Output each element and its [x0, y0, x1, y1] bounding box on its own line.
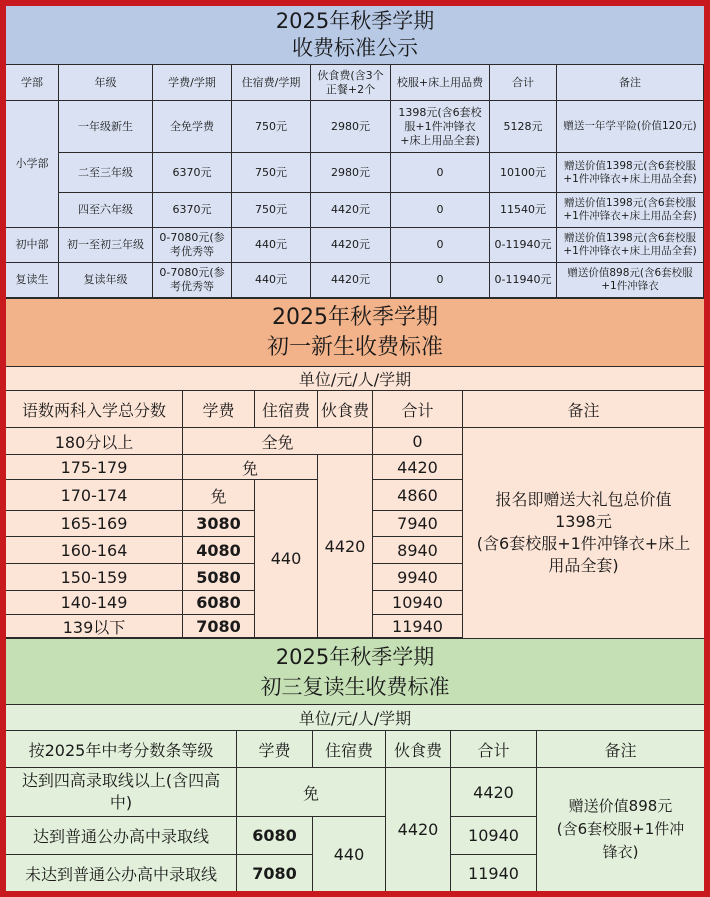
meals-merged-cell: 4420 [318, 455, 373, 638]
section1-title-line2: 收费标准公示 [292, 36, 418, 60]
fee-table-grade9-repeat [6, 638, 704, 891]
gift-note-line: 赠送价值898元 [568, 797, 673, 815]
note-cell: 赠送价值1398元(含6套校服+1件冲锋衣+床上用品全套) [557, 193, 704, 228]
score-cell: 175-179 [6, 455, 183, 480]
total-cell: 7940 [373, 511, 463, 537]
fee-table-grade7-new [6, 298, 704, 638]
header-note: 备注 [537, 731, 704, 768]
score-cell: 139以下 [6, 615, 183, 638]
score-cell: 180分以上 [6, 428, 183, 455]
tuition-cell: 6370元 [153, 153, 232, 193]
header-tuition: 学费/学期 [153, 65, 232, 101]
tuition-cell: 0-7080元(参考优秀等 [153, 228, 232, 263]
header-lodging: 住宿费 [313, 731, 386, 768]
grade-cell: 初一至初三年级 [59, 228, 153, 263]
gift-note-line: (含6套校服+1件冲 [556, 820, 685, 838]
tuition-cell: 3080 [183, 511, 255, 537]
header-level: 按2025年中考分数条等级 [6, 731, 237, 768]
header-meals: 伙食费 [318, 391, 373, 428]
total-cell: 0-11940元 [490, 263, 557, 298]
score-cell: 150-159 [6, 564, 183, 591]
uniform-cell: 0 [391, 193, 490, 228]
meals-cell: 4420元 [311, 228, 391, 263]
level-cell: 达到普通公办高中录取线 [6, 817, 237, 855]
gift-note [463, 428, 704, 638]
lodging-cell: 750元 [232, 101, 311, 153]
total-cell: 10940 [451, 817, 537, 855]
grade-cell: 二至三年级 [59, 153, 153, 193]
total-cell: 4860 [373, 480, 463, 511]
total-cell: 0 [373, 428, 463, 455]
header-meals: 伙食费(含3个正餐+2个 [311, 65, 391, 101]
tuition-cell: 6080 [183, 591, 255, 615]
dept-primary: 小学部 [6, 101, 59, 228]
section1-title-line1: 2025年秋季学期 [275, 9, 435, 33]
level-cell: 达到四高录取线以上(含四高中) [6, 768, 237, 817]
meals-cell: 4420元 [311, 193, 391, 228]
total-cell: 4420 [451, 768, 537, 817]
note-cell: 赠送价值898元(含6套校服+1件冲锋衣 [557, 263, 704, 298]
score-cell: 160-164 [6, 537, 183, 564]
section3-title-line1: 2025年秋季学期 [275, 644, 435, 669]
grade-cell: 四至六年级 [59, 193, 153, 228]
lodging-merged-cell: 440 [255, 480, 318, 638]
tuition-cell: 4080 [183, 537, 255, 564]
gift-note-line: (含6套校服+1件冲锋衣+床上 [476, 534, 691, 553]
total-cell: 0-11940元 [490, 228, 557, 263]
total-cell: 9940 [373, 564, 463, 591]
section3-title-line2: 初三复读生收费标准 [260, 674, 450, 699]
tuition-cell: 0-7080元(参考优秀等 [153, 263, 232, 298]
grade-cell: 复读年级 [59, 263, 153, 298]
header-lodging: 住宿费/学期 [232, 65, 311, 101]
tuition-cell: 免 [183, 480, 255, 511]
total-cell: 10940 [373, 591, 463, 615]
total-cell: 10100元 [490, 153, 557, 193]
header-note: 备注 [463, 391, 704, 428]
score-cell: 165-169 [6, 511, 183, 537]
gift-note-line: 用品全套) [548, 556, 619, 575]
lodging-merged-cell: 440 [313, 817, 386, 891]
tuition-cell: 6080 [237, 817, 313, 855]
lodging-cell: 750元 [232, 153, 311, 193]
level-cell: 未达到普通公办高中录取线 [6, 855, 237, 891]
total-cell: 8940 [373, 537, 463, 564]
header-uniform: 校服+床上用品费 [391, 65, 490, 101]
exempt-cell: 免 [183, 455, 318, 480]
header-total: 合计 [451, 731, 537, 768]
total-cell: 11540元 [490, 193, 557, 228]
note-cell: 赠送价值1398元(含6套校服+1件冲锋衣+床上用品全套) [557, 153, 704, 193]
tuition-cell: 全免学费 [153, 101, 232, 153]
section2-title-line1: 2025年秋季学期 [272, 304, 438, 330]
lodging-cell: 750元 [232, 193, 311, 228]
total-cell: 11940 [373, 615, 463, 638]
fee-table-overview [6, 6, 704, 298]
header-tuition: 学费 [183, 391, 255, 428]
dept-repeat: 复读生 [6, 263, 59, 298]
gift-note-line: 锋衣) [602, 843, 639, 861]
meals-cell: 2980元 [311, 101, 391, 153]
lodging-cell: 440元 [232, 228, 311, 263]
uniform-cell: 0 [391, 263, 490, 298]
dept-middle: 初中部 [6, 228, 59, 263]
section2-title [6, 298, 704, 367]
score-cell: 140-149 [6, 591, 183, 615]
grade-cell: 一年级新生 [59, 101, 153, 153]
header-grade: 年级 [59, 65, 153, 101]
meals-merged-cell: 4420 [386, 768, 451, 891]
gift-note-line: 报名即赠送大礼包总价值 [495, 490, 672, 509]
section1-title [6, 6, 704, 65]
header-total: 合计 [373, 391, 463, 428]
uniform-cell: 0 [391, 153, 490, 193]
section3-title [6, 638, 704, 705]
tuition-cell: 7080 [237, 855, 313, 891]
gift-note-line: 1398元 [555, 512, 612, 531]
uniform-cell: 0 [391, 228, 490, 263]
gift-note [537, 768, 704, 891]
section2-title-line2: 初一新生收费标准 [266, 334, 443, 360]
exempt-cell: 免 [237, 768, 386, 817]
section2-unit: 单位/元/人/学期 [6, 367, 704, 391]
header-tuition: 学费 [237, 731, 313, 768]
note-cell: 赠送一年学平险(价值120元) [557, 101, 704, 153]
total-cell: 4420 [373, 455, 463, 480]
score-cell: 170-174 [6, 480, 183, 511]
header-total: 合计 [490, 65, 557, 101]
header-lodging: 住宿费 [255, 391, 318, 428]
tuition-cell: 5080 [183, 564, 255, 591]
tuition-cell: 6370元 [153, 193, 232, 228]
note-cell: 赠送价值1398元(含6套校服+1件冲锋衣+床上用品全套) [557, 228, 704, 263]
header-note: 备注 [557, 65, 704, 101]
total-cell: 11940 [451, 855, 537, 891]
header-score: 语数两科入学总分数 [6, 391, 183, 428]
header-dept: 学部 [6, 65, 59, 101]
section3-unit: 单位/元/人/学期 [6, 705, 704, 731]
header-meals: 伙食费 [386, 731, 451, 768]
meals-cell: 4420元 [311, 263, 391, 298]
uniform-cell: 1398元(含6套校服+1件冲锋衣+床上用品全套) [391, 101, 490, 153]
total-cell: 5128元 [490, 101, 557, 153]
meals-cell: 2980元 [311, 153, 391, 193]
lodging-cell: 440元 [232, 263, 311, 298]
full-exempt-cell: 全免 [183, 428, 373, 455]
tuition-cell: 7080 [183, 615, 255, 638]
